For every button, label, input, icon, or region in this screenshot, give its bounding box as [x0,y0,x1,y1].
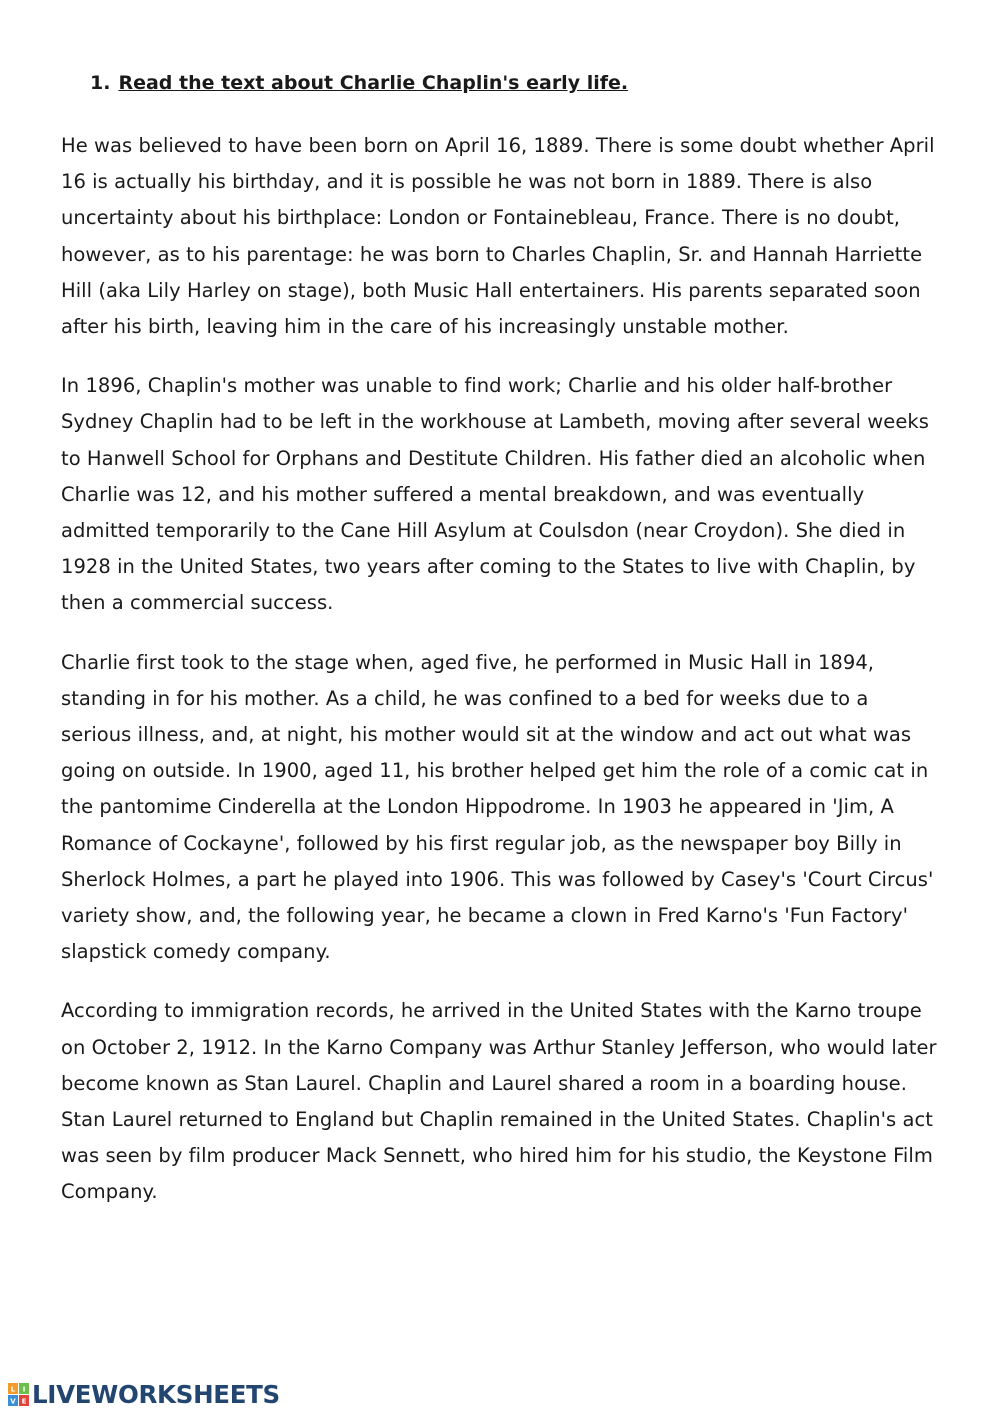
paragraph-1: He was believed to have been born on April 16, 1889. There is some doubt whether April 16 is actually his birthday, and it is possible he was not born in 1889. There is also uncertainty about his birthplace: London or Fontainebleau, France. There is no doubt, however, as to his parentage: he was born to Charles Chaplin, Sr. and Hannah Harriette Hill (aka Lily Harley on stage), both Music Hall entertainers. His parents separated soon after his birth, leaving him in the care of his increasingly unstable mother. [61,134,935,339]
logo-text: LIVEWORKSHEETS [32,1380,280,1409]
paragraph-3: Charlie first took to the stage when, aged five, he performed in Music Hall in 1894, standing in for his mother. As a child, he was confined to a bed for weeks due to a serious illness, and, at night, his mother would sit at the window and act out what was going on outside. In 1900, aged 11, his brother helped get him the role of a comic cat in the pantomime Cinderella at the London Hippodrome. In 1903 he appeared in 'Jim, A Romance of Cockayne', followed by his first regular job, as the newspaper boy Billy in Sherlock Holmes, a part he played into 1906. This was followed by Casey's 'Court Circus' variety show, and, the following year, he became a clown in Fred Karno's 'Fun Factory' slapstick comedy company. [61,650,934,964]
svg-text:V: V [10,1397,16,1406]
svg-text:E: E [21,1397,27,1406]
reading-text [61,128,941,1234]
paragraph-2: In 1896, Chaplin's mother was unable to find work; Charlie and his older half-brother Sydney Chaplin had to be left in the workhouse at Lambeth, moving after several weeks to Hanwell School for Orphans and Destitute Children. His father died an alcoholic when Charlie was 12, and his mother suffered a mental breakdown, and was eventually admitted temporarily to the Cane Hill Asylum at Coulsdon (near Croydon). She died in 1928 in the United States, two years after coming to the States to live with Chaplin, by then a commercial success. [61,374,929,615]
svg-text:L: L [10,1385,16,1394]
paragraph-4: According to immigration records, he arrived in the United States with the Karno troupe on October 2, 1912. In the Karno Company was Arthur Stanley Jefferson, who would later become known as Stan Laurel. Chaplin and Laurel shared a room in a boarding house. Stan Laurel returned to England but Chaplin remained in the United States. Chaplin's act was seen by film producer Mack Sennett, who hired him for his studio, the Keystone Film Company. [61,999,937,1204]
exercise-number: 1. [90,72,111,94]
exercise-heading [90,72,628,94]
svg-text:I: I [22,1385,26,1394]
exercise-title: Read the text about Charlie Chaplin's early life. [118,72,629,94]
liveworksheets-logo-icon [8,1383,30,1407]
liveworksheets-logo[interactable] [8,1380,280,1410]
